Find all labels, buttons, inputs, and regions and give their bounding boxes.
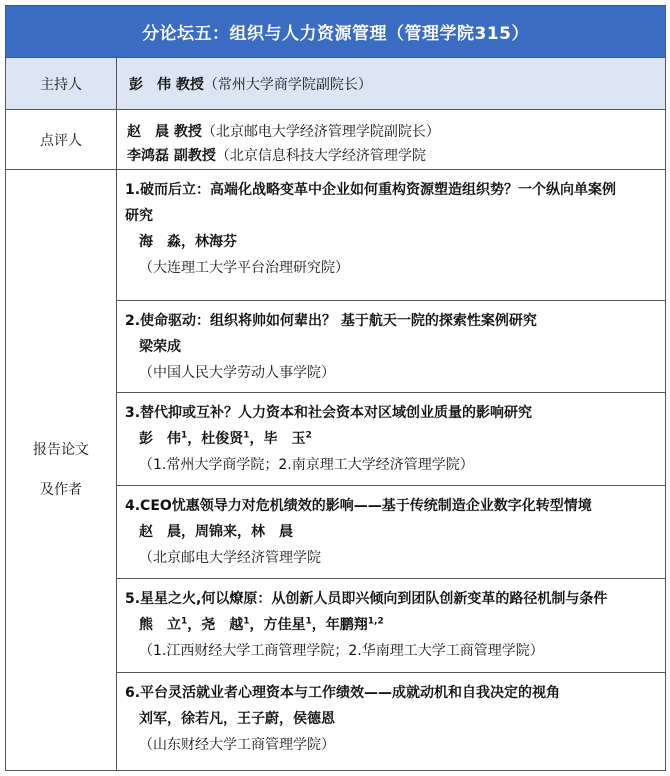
paper-authors: 彭 伟$^1$，杜俊贤$^1$，毕 玉$^2$ <box>139 430 312 447</box>
forum-title: 分论坛五：组织与人力资源管理（管理学院315） <box>6 6 665 58</box>
host-label: 主持人 <box>6 58 117 109</box>
author-name: 周锦来 <box>195 524 237 540</box>
paper-affiliation: （大连理工大学平台治理研究院） <box>139 260 349 276</box>
reviewer-name: 李鸿磊 副教授 <box>127 148 216 164</box>
paper-affiliation: （北京邮电大学经济管理学院 <box>139 550 321 566</box>
author-name: 年鹏翔 <box>325 617 368 633</box>
host-affiliation: （常州大学商学院副院长） <box>203 76 372 93</box>
paper-authors: 赵 晨，周锦来，林 晨 <box>139 524 293 540</box>
author-name: 彭 伟 <box>139 431 181 447</box>
author-name: 王子蔚 <box>237 711 279 727</box>
author-name: 侯德恩 <box>293 711 335 727</box>
reviewer-label: 点评人 <box>6 110 117 169</box>
author-affiliation-mark: 1,2 <box>367 616 384 627</box>
author-name: 徐若凡 <box>181 711 223 727</box>
paper-title-line: 2.使命驱动：组织将帅如何辈出？ 基于航天一院的探索性案例研究 <box>125 313 537 329</box>
reviewer-row <box>6 110 665 170</box>
paper-affiliation: （山东财经大学工商管理学院） <box>139 737 335 753</box>
paper-item <box>117 579 665 673</box>
author-name: 赵 晨 <box>139 524 181 540</box>
author-name: 尧 越 <box>201 617 244 633</box>
paper-list <box>117 170 665 770</box>
paper-title-line: 6.平台灵活就业者心理资本与工作绩效——成就动机和自我决定的视角 <box>125 685 561 701</box>
paper-item <box>117 673 665 770</box>
paper-title-line: 4.CEO忧惠领导力对危机绩效的影响——基于传统制造企业数字化转型情境 <box>125 498 592 514</box>
author-name: 方佳星 <box>263 617 306 633</box>
paper-title <box>125 673 665 706</box>
reviewer-item <box>127 144 665 168</box>
paper-title-line: 3.替代抑或互补？人力资本和社会资本对区域创业质量的影响研究 <box>125 405 533 421</box>
author-name: 林海芬 <box>195 234 237 250</box>
host-name: 彭 伟 教授 <box>129 76 204 93</box>
author-affiliation-mark: 1 <box>305 616 312 627</box>
reports-row <box>6 170 665 770</box>
paper-affiliation: （1.江西财经大学工商管理学院；2.华南理工大学工商管理学院） <box>139 643 544 659</box>
author-affiliation-mark: 1 <box>243 430 250 441</box>
paper-title-line: 研究 <box>125 208 153 224</box>
author-name: 林 晨 <box>251 524 293 540</box>
author-name: 杜俊贤 <box>201 431 244 447</box>
author-affiliation-mark: 1 <box>243 616 250 627</box>
paper-title-line: 5.星星之火,何以燎原：从创新人员即兴倾向到团队创新变革的路径机制与条件 <box>125 591 608 607</box>
author-name: 梁荣成 <box>139 339 181 355</box>
reviewer-list <box>117 110 665 169</box>
paper-item <box>117 170 665 301</box>
reviewer-name: 赵 晨 教授 <box>127 124 202 140</box>
paper-item <box>117 301 665 393</box>
paper-title <box>125 486 665 519</box>
host-row <box>6 58 665 110</box>
paper-title-line: 1.破而后立：高端化战略变革中企业如何重构资源塑造组织势？一个纵向单案例 <box>125 182 617 198</box>
author-affiliation-mark: 2 <box>305 430 312 441</box>
reports-label-line: 及作者 <box>40 482 82 498</box>
author-name: 熊 立 <box>139 617 181 633</box>
author-name: 毕 玉 <box>263 431 306 447</box>
paper-title <box>125 393 665 426</box>
forum-table <box>5 5 666 771</box>
reports-label-line: 报告论文 <box>33 442 89 458</box>
author-name: 海 淼 <box>139 234 181 250</box>
author-affiliation-mark: 1 <box>181 616 188 627</box>
paper-authors: 海 淼，林海芬 <box>139 234 237 250</box>
author-affiliation-mark: 1 <box>181 430 188 441</box>
paper-authors: 刘军，徐若凡，王子蔚，侯德恩 <box>139 711 335 727</box>
paper-authors <box>125 334 665 360</box>
paper-affiliation: （中国人民大学劳动人事学院） <box>139 365 335 381</box>
paper-title <box>125 301 665 334</box>
paper-title <box>125 170 665 229</box>
author-name: 刘军 <box>139 711 167 727</box>
paper-item <box>117 486 665 579</box>
paper-title <box>125 579 665 612</box>
paper-affiliation: （1.常州大学商学院；2.南京理工大学经济管理学院） <box>139 457 474 473</box>
paper-item <box>117 393 665 486</box>
paper-authors: 熊 立$^1$，尧 越$^1$，方佳星$^1$，年鹏翔$^{1,2}$ <box>139 616 384 633</box>
reviewer-affiliation: （北京信息科技大学经济管理学院 <box>215 148 426 164</box>
reviewer-affiliation: （北京邮电大学经济管理学院副院长） <box>201 124 440 140</box>
reviewer-item <box>127 120 665 144</box>
reports-label <box>6 170 117 770</box>
host-value <box>117 58 665 109</box>
